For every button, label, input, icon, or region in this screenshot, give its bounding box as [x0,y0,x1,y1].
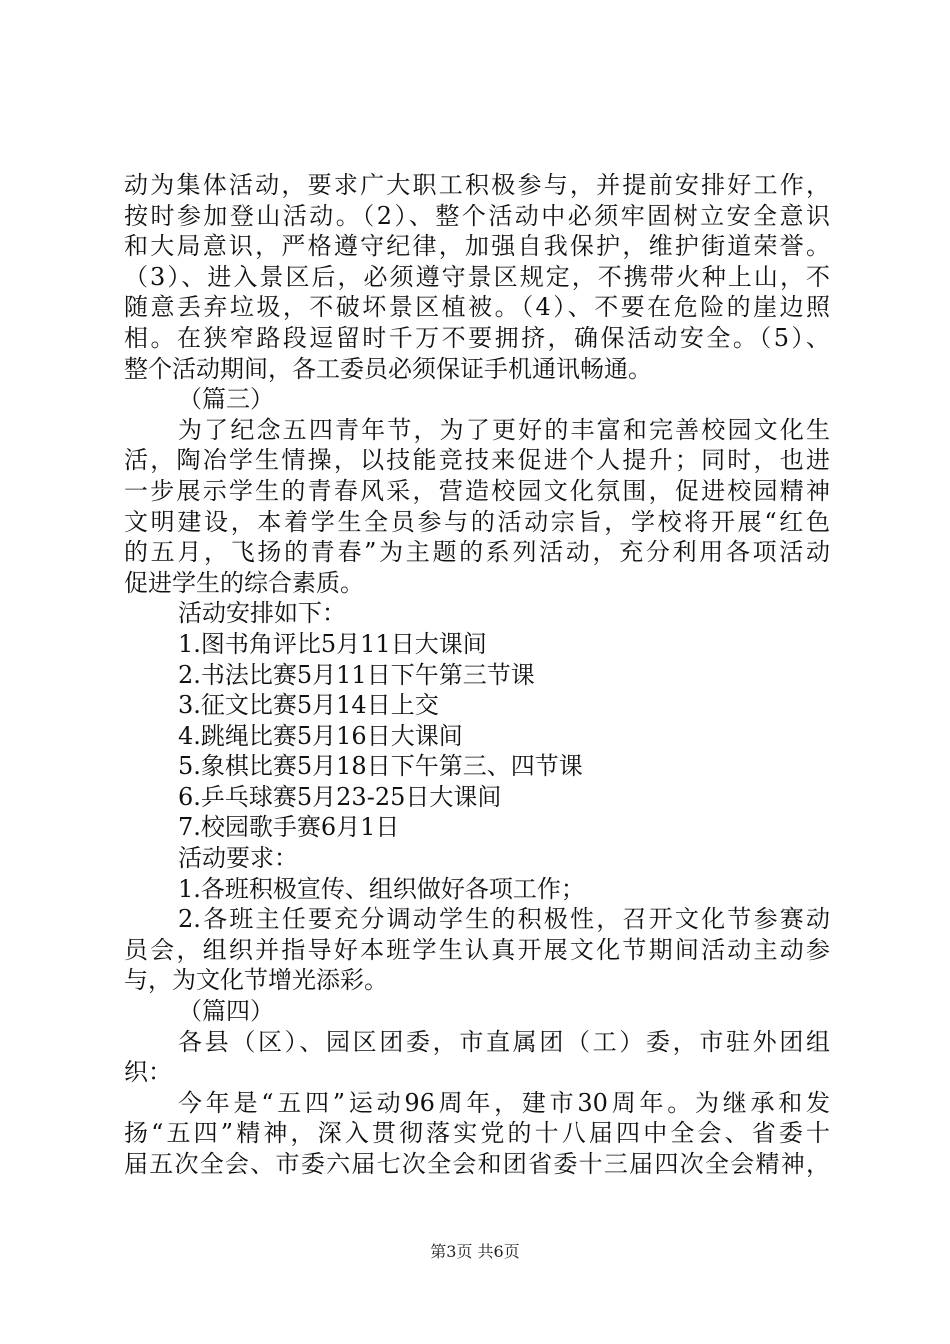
schedule-item: 5.象棋比赛5月18日下午第三、四节课 [178,752,583,781]
body-line: 按时参加登山活动。（2）、整个活动中必须牢固树立安全意识 [124,201,830,230]
body-line: 整个活动期间，各工委员必须保证手机通讯畅通。 [124,354,652,383]
body-line: 员会，组织并指导好本班学生认真开展文化节期间活动主动参 [124,935,830,964]
body-line: 今年是“五四”运动96周年，建市30周年。为继承和发 [178,1088,830,1117]
schedule-item: 1.图书角评比5月11日大课间 [178,629,487,658]
body-line: 相。在狭窄路段逗留时千万不要拥挤，确保活动安全。（5）、 [124,323,830,352]
body-line: 随意丢弃垃圾，不破坏景区植被。（4）、不要在危险的崖边照 [124,293,830,322]
body-line: 与，为文化节增光添彩。 [124,966,388,995]
body-line: 的五月，飞扬的青春”为主题的系列活动，充分利用各项活动 [124,538,830,567]
section-heading: （篇四） [178,997,274,1026]
page-footer: 第3页 共6页 [430,1242,520,1261]
body-line: 文明建设，本着学生全员参与的活动宗旨，学校将开展“红色 [124,507,830,536]
schedule-item: 4.跳绳比赛5月16日大课间 [178,721,463,750]
body-line: 扬“五四”精神，深入贯彻落实党的十八届四中全会、省委十 [124,1119,830,1148]
body-line: 活动安排如下： [178,599,346,628]
document-body [124,170,830,1180]
body-line: （3）、进入景区后，必须遵守景区规定，不携带火种上山，不 [124,262,830,291]
schedule-item: 3.征文比赛5月14日上交 [178,691,439,720]
body-line: 和大局意识，严格遵守纪律，加强自我保护，维护街道荣誉。 [124,232,830,261]
body-line: 为了纪念五四青年节，为了更好的丰富和完善校园文化生 [178,415,830,444]
body-line: 一步展示学生的青春风采，营造校园文化氛围，促进校园精神 [124,476,830,505]
body-line: 届五次全会、市委六届七次全会和团省委十三届四次全会精神， [124,1150,830,1178]
body-line: 活，陶冶学生情操，以技能竞技来促进个人提升；同时，也进 [124,446,830,475]
schedule-item: 2.书法比赛5月11日下午第三节课 [178,660,535,689]
body-line: 活动要求： [178,844,298,873]
requirement-item: 2.各班主任要充分调动学生的积极性，召开文化节参赛动 [178,905,830,934]
body-line: 促进学生的综合素质。 [124,568,364,597]
requirement-item: 1.各班积极宣传、组织做好各项工作； [178,874,585,903]
section-heading: （篇三） [178,385,274,414]
body-line: 织： [124,1058,172,1087]
schedule-item: 7.校园歌手赛6月1日 [178,813,400,842]
schedule-item: 6.乒乓球赛5月23-25日大课间 [178,782,502,811]
body-line: 各县（区）、园区团委，市直属团（工）委，市驻外团组 [178,1027,830,1056]
body-line: 动为集体活动，要求广大职工积极参与，并提前安排好工作， [124,171,830,199]
